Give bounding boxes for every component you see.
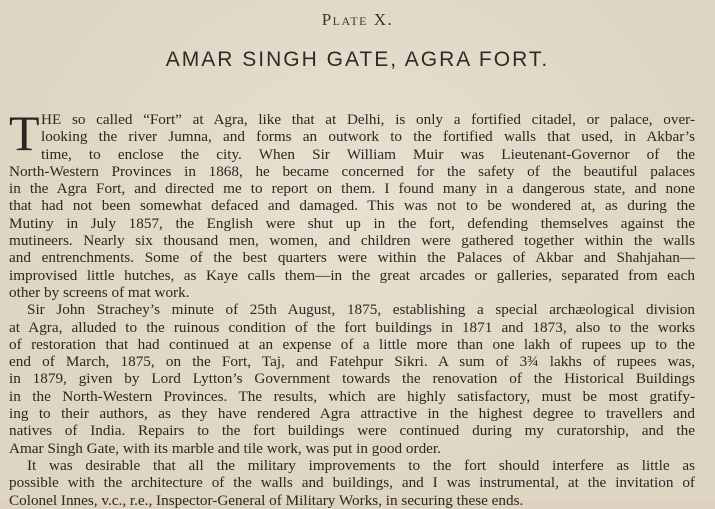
plate-label: Plate X.	[321, 10, 394, 29]
text-line: It was desirable that all the military improvements to the fort should interfere as little as	[27, 456, 695, 474]
text-line: North-Western Provinces in 1868, he became concerned for the safety of the beautiful palaces	[9, 162, 695, 180]
text-line: at Agra, alluded to the ruinous condition of the fort buildings in 1871 and 1873, also to the works	[9, 318, 695, 336]
body-text	[9, 111, 695, 509]
text-line: in the Agra Fort, and directed me to report on them. I found many in a dangerous state, and none	[9, 180, 695, 198]
text-line: possible with the architecture of the walls and buildings, and I was instrumental, at the invitation of	[9, 474, 695, 492]
text-line: and entrenchments. Some of the best quarters were within the Palaces of Akbar and Shahjahan—	[9, 249, 695, 267]
drop-cap: T	[9, 105, 40, 161]
text-line: ing to their authors, as they have rendered Agra attractive in the highest degree to travellers and	[9, 405, 695, 423]
text-line: looking the river Jumna, and forms an outwork to the fortified walls that used, in Akbar’s	[41, 128, 695, 146]
page-title: AMAR SINGH GATE, AGRA FORT.	[165, 48, 550, 71]
text-line: end of March, 1875, on the Fort, Taj, and Fatehpur Sikri. A sum of 3¾ lakhs of rupees was,	[9, 353, 695, 371]
text-line: time, to enclose the city. When Sir William Muir was Lieutenant-Governor of the	[41, 145, 695, 163]
text-line: Amar Singh Gate, with its marble and tile work, was put in good order.	[9, 439, 441, 457]
text-line: improvised little hutches, as Kaye calls them—in the great arcades or galleries, separated from each	[9, 266, 695, 284]
text-line: Colonel Innes, v.c., r.e., Inspector-General of Military Works, in securing these ends.	[9, 491, 524, 509]
text-line: in 1879, given by Lord Lytton’s Government towards the renovation of the Historical Buildings	[9, 370, 695, 388]
text-line: Sir John Strachey’s minute of 25th August, 1875, establishing a special archæological division	[27, 301, 695, 319]
text-line: HE so called “Fort” at Agra, like that at Delhi, is only a fortified citadel, or palace, over-	[41, 111, 695, 128]
text-line: in the North-Western Provinces. The results, which are highly satisfactory, must be most gratify-	[9, 387, 695, 405]
text-line: other by screens of mat work.	[9, 283, 190, 301]
text-line: mutineers. Nearly six thousand men, women, and children were gathered together within the walls	[9, 232, 695, 250]
text-line: that had not been somewhat defaced and damaged. This was not to be wondered at, as during the	[9, 197, 695, 215]
text-line: of restoration that had continued at an expense of a little more than one lakh of rupees up to the	[9, 335, 695, 353]
text-line: Mutiny in July 1857, the English were shut up in the fort, defending themselves against the	[9, 214, 695, 232]
text-line: natives of India. Repairs to the fort buildings were continued during my curatorship, and the	[9, 422, 695, 440]
